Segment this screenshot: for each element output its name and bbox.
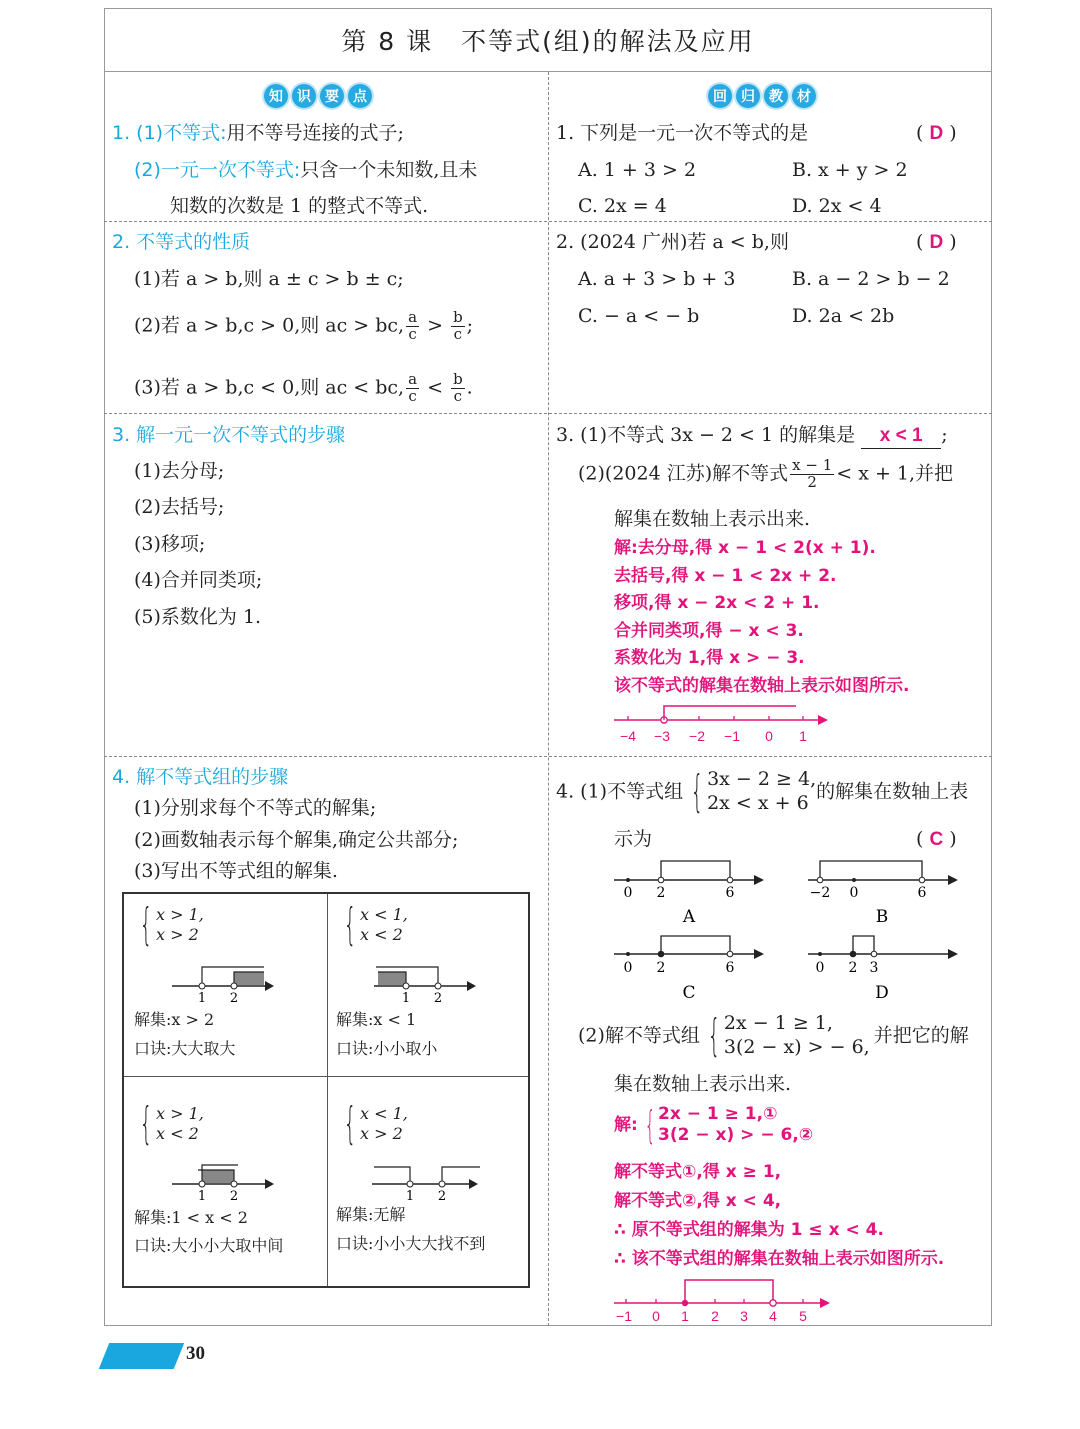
- k1-line2: (2)一元一次不等式:只含一个未知数,且未: [134, 159, 478, 181]
- textbook-review-header: [708, 84, 816, 108]
- q3-part1-answer: x < 1: [861, 425, 941, 449]
- rule-cell-2-solution: 解集:x < 1: [336, 1010, 417, 1029]
- row-divider: [104, 413, 992, 414]
- q1-answer: D: [929, 123, 944, 144]
- q2-option-d: D. 2a < 2b: [792, 305, 895, 327]
- header-char: 教: [764, 84, 788, 108]
- q3-solution-line: 系数化为 1,得 x > − 3.: [614, 648, 805, 668]
- q2-stem: 2. (2024 广州)若 a < b,则: [556, 231, 789, 253]
- page-tab-decoration: [99, 1343, 185, 1369]
- svg-text:2: 2: [229, 991, 239, 1006]
- rule-cell-1-system: { x > 1, x > 2: [139, 899, 204, 950]
- rule-cell-4-mnemonic: 口诀:小小大大找不到: [336, 1234, 486, 1253]
- rule-cell-1-number-line: [172, 962, 282, 1004]
- rule-cell-2-system: { x < 1, x < 2: [343, 899, 408, 950]
- svg-text:6: 6: [917, 885, 927, 901]
- svg-text:0: 0: [815, 960, 825, 976]
- q2-answer: D: [929, 232, 944, 253]
- svg-text:1: 1: [197, 991, 207, 1006]
- option-label: D: [875, 983, 889, 1003]
- svg-text:−1: −1: [616, 1308, 632, 1324]
- rule-cell-3-solution: 解集:1 < x < 2: [134, 1208, 248, 1227]
- q3-solution-line: 移项,得 x − 2x < 2 + 1.: [614, 593, 820, 613]
- svg-text:6: 6: [725, 885, 735, 901]
- svg-text:0: 0: [623, 885, 633, 901]
- k3-step: (4)合并同类项;: [134, 569, 263, 591]
- q2-answer-bracket: ( D ): [916, 231, 957, 253]
- svg-text:5: 5: [799, 1308, 807, 1324]
- option-label: C: [682, 983, 696, 1003]
- rule-cell-4-number-line: [372, 1160, 486, 1202]
- k3-step: (2)去括号;: [134, 496, 225, 518]
- page-title: [104, 8, 992, 72]
- q4-option-d-number-line: [806, 932, 966, 1004]
- tick-label: 0: [765, 728, 773, 744]
- system-rules-table: [122, 892, 530, 1288]
- svg-text:6: 6: [725, 960, 735, 976]
- q3-solution-line: 解:去分母,得 x − 1 < 2(x + 1).: [614, 538, 876, 558]
- svg-text:−2: −2: [809, 885, 831, 901]
- q3-part1: 3. (1)不等式 3x − 2 < 1 的解集是 x < 1 ;: [556, 424, 948, 449]
- q1-stem: 1. 下列是一元一次不等式的是: [556, 122, 809, 144]
- q4-solution-system: 解: { 2x − 1 ≥ 1,① 3(2 − x) > − 6,②: [614, 1103, 814, 1148]
- svg-text:3: 3: [869, 960, 879, 976]
- header-char: 识: [292, 84, 316, 108]
- header-char: 材: [792, 84, 816, 108]
- k1-line3: 知数的次数是 1 的整式不等式.: [170, 195, 429, 217]
- lesson-number: 第 8 课: [341, 26, 434, 56]
- q4-answer-bracket: ( C ): [916, 828, 957, 850]
- q3-solution-line: 合并同类项,得 − x < 3.: [614, 621, 804, 641]
- rule-cell-3-system: { x > 1, x < 2: [139, 1098, 204, 1149]
- q3-part2-cont: 解集在数轴上表示出来.: [614, 508, 811, 530]
- q1-option-c: C. 2x = 4: [578, 195, 667, 217]
- k4-heading: 4. 解不等式组的步骤: [112, 766, 289, 788]
- q1-option-d: D. 2x < 4: [792, 195, 882, 217]
- svg-text:2: 2: [437, 1189, 447, 1204]
- q4-solution-line: 解不等式②,得 x < 4,: [614, 1191, 782, 1211]
- q3-solution-line: 该不等式的解集在数轴上表示如图所示.: [614, 676, 910, 696]
- svg-text:1: 1: [197, 1189, 207, 1204]
- svg-text:3: 3: [740, 1308, 748, 1324]
- k3-heading: 3. 解一元一次不等式的步骤: [112, 424, 346, 446]
- k3-step: (1)去分母;: [134, 460, 225, 482]
- svg-text:2: 2: [656, 960, 666, 976]
- rule-cell-1-solution: 解集:x > 2: [134, 1010, 215, 1029]
- k2-property-2: (2)若 a > b,c > 0,则 ac > bc, $\frac{a}{c}$ > $\frac{b}{c}$ ;: [134, 308, 474, 343]
- rule-cell-4-system: { x < 1, x > 2: [343, 1098, 408, 1149]
- q4-option-c-number-line: [612, 932, 772, 1004]
- svg-text:2: 2: [433, 991, 443, 1006]
- tick-label: −1: [724, 728, 740, 744]
- q4-part1-cont: 示为: [614, 828, 653, 850]
- tick-label: −2: [689, 728, 705, 744]
- rule-cell-1-mnemonic: 口诀:大大取大: [134, 1039, 236, 1058]
- k4-step: (3)写出不等式组的解集.: [134, 860, 338, 882]
- knowledge-points-header: [264, 84, 372, 108]
- k3-step: (3)移项;: [134, 533, 206, 555]
- tick-label: −3: [654, 728, 670, 744]
- tick-label: 1: [799, 728, 807, 744]
- q4-solution-line: ∴ 该不等式组的解集在数轴上表示如图所示.: [614, 1249, 945, 1269]
- rule-cell-4-solution: 解集:无解: [336, 1205, 406, 1224]
- svg-text:4: 4: [769, 1308, 777, 1324]
- svg-text:2: 2: [229, 1189, 239, 1204]
- rule-cell-2-number-line: [374, 962, 484, 1004]
- rule-cell-3-mnemonic: 口诀:大小小大取中间: [134, 1236, 284, 1255]
- rule-cell-3-number-line: [172, 1160, 282, 1202]
- k3-step: (5)系数化为 1.: [134, 606, 262, 628]
- q4-part2-cont: 集在数轴上表示出来.: [614, 1073, 792, 1095]
- header-char: 点: [348, 84, 372, 108]
- q1-option-a: A. 1 + 3 > 2: [578, 159, 697, 181]
- tick-label: −4: [620, 728, 636, 744]
- q3-number-line: [612, 700, 832, 748]
- q4-number-line: [612, 1276, 838, 1322]
- q2-option-a: A. a + 3 > b + 3: [578, 268, 736, 290]
- q1-option-b: B. x + y > 2: [792, 159, 908, 181]
- q3-solution-line: 去括号,得 x − 1 < 2x + 2.: [614, 566, 837, 586]
- svg-text:2: 2: [656, 885, 666, 901]
- q2-option-c: C. − a < − b: [578, 305, 700, 327]
- k2-property-1: (1)若 a > b,则 a ± c > b ± c;: [134, 268, 404, 290]
- q4-answer: C: [929, 829, 944, 850]
- q4-solution-line: 解不等式①,得 x ≥ 1,: [614, 1162, 782, 1182]
- svg-text:1: 1: [681, 1308, 689, 1324]
- svg-text:1: 1: [405, 1189, 415, 1204]
- q3-part2: (2)(2024 江苏)解不等式 $\frac{x - 1}{2}$ < x + 1,并把: [578, 456, 954, 491]
- column-divider: [548, 72, 549, 1326]
- lesson-name: 不等式(组)的解法及应用: [461, 26, 755, 56]
- header-char: 知: [264, 84, 288, 108]
- svg-text:0: 0: [623, 960, 633, 976]
- svg-text:1: 1: [401, 991, 411, 1006]
- row-divider: [104, 756, 992, 757]
- k2-property-3: (3)若 a > b,c < 0,则 ac < bc, $\frac{a}{c}$ < $\frac{b}{c}$ .: [134, 370, 473, 405]
- k2-heading: 2. 不等式的性质: [112, 231, 251, 253]
- q1-answer-bracket: ( D ): [916, 122, 957, 144]
- header-char: 归: [736, 84, 760, 108]
- q4-option-b-number-line: [806, 856, 966, 928]
- header-char: 要: [320, 84, 344, 108]
- option-label: B: [875, 907, 889, 927]
- svg-text:2: 2: [711, 1308, 719, 1324]
- rule-cell-2-mnemonic: 口诀:小小取小: [336, 1039, 438, 1058]
- q4-part1: 4. (1)不等式组 { 3x − 2 ≥ 4, 2x < x + 6 的解集在数轴上表: [556, 765, 969, 817]
- k4-step: (1)分别求每个不等式的解集;: [134, 797, 377, 819]
- q2-option-b: B. a − 2 > b − 2: [792, 268, 950, 290]
- q4-option-a-number-line: [612, 856, 772, 928]
- k1-line1: 1. (1)不等式:用不等号连接的式子;: [112, 122, 404, 144]
- q4-solution-line: ∴ 原不等式组的解集为 1 ≤ x < 4.: [614, 1220, 884, 1240]
- svg-text:0: 0: [652, 1308, 660, 1324]
- svg-text:0: 0: [849, 885, 859, 901]
- page-number: 30: [186, 1343, 205, 1364]
- svg-text:2: 2: [848, 960, 858, 976]
- q4-part2: (2)解不等式组 { 2x − 1 ≥ 1, 3(2 − x) > − 6, 并把它的解: [578, 1009, 969, 1061]
- option-label: A: [682, 907, 696, 927]
- k4-step: (2)画数轴表示每个解集,确定公共部分;: [134, 829, 459, 851]
- row-divider: [104, 221, 992, 222]
- header-char: 回: [708, 84, 732, 108]
